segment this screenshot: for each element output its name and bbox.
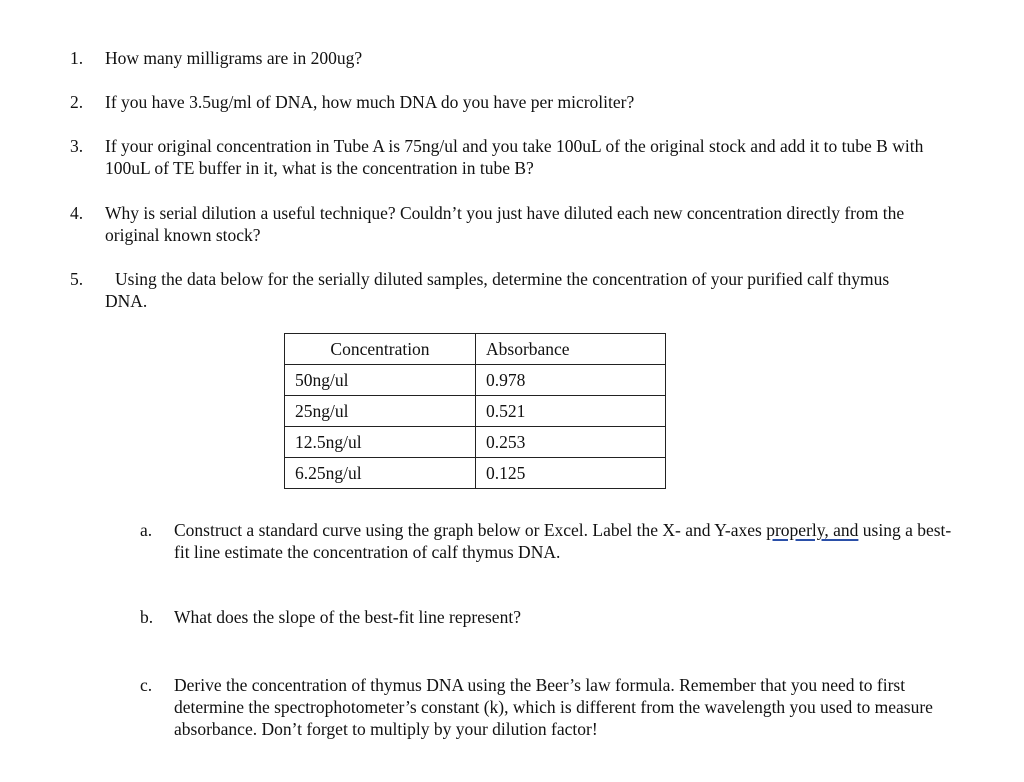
question-number: 5. [70, 269, 84, 289]
absorbance-cell: 0.125 [476, 458, 666, 489]
question-number: 4. [70, 203, 84, 223]
table-header-row [285, 334, 666, 365]
header-concentration: Concentration [285, 334, 476, 365]
data-table [284, 333, 666, 489]
concentration-cell: 25ng/ul [285, 396, 476, 427]
question-number: 2. [70, 92, 84, 112]
subquestion-label: a. [140, 520, 153, 540]
concentration-cell: 50ng/ul [285, 365, 476, 396]
table-row [285, 427, 666, 458]
subquestion-label: c. [140, 675, 153, 695]
subquestion-text-part: using a best-fit line estimate the concentration of calf thymus DNA. [174, 520, 952, 562]
subquestion-text [174, 519, 954, 563]
table-row [285, 458, 666, 489]
question-text: If you have 3.5ug/ml of DNA, how much DNA do you have per microliter? [105, 92, 635, 112]
table-row [285, 396, 666, 427]
question-text: If your original concentration in Tube A is 75ng/ul and you take 100uL of the original stock and add it to tube B with 100uL of TE buffer in it, what is the concentration in tube B? [105, 136, 924, 178]
concentration-cell: 12.5ng/ul [285, 427, 476, 458]
question-number: 3. [70, 136, 84, 156]
question-text: How many milligrams are in 200ug? [105, 48, 363, 68]
table-row [285, 365, 666, 396]
question-number: 1. [70, 48, 84, 68]
subquestion-text: What does the slope of the best-fit line represent? [174, 607, 521, 627]
subquestion-text-part: Construct a standard curve using the graph below or Excel. Label the X- and Y-axes [174, 520, 767, 540]
question-text: Why is serial dilution a useful technique? Couldn’t you just have diluted each new concentration directly from the original known stock? [105, 203, 905, 245]
underlined-text: properly, and [766, 520, 859, 540]
absorbance-cell: 0.521 [476, 396, 666, 427]
header-absorbance: Absorbance [476, 334, 666, 365]
absorbance-cell: 0.253 [476, 427, 666, 458]
question-text: Using the data below for the serially diluted samples, determine the concentration of your purified calf thymus DNA. [105, 269, 890, 311]
absorbance-cell: 0.978 [476, 365, 666, 396]
subquestion-text: Derive the concentration of thymus DNA using the Beer’s law formula. Remember that you need to first determine the spectrophotometer’s constant (k), which is different from the wavelength you used to measure absorbance. Don’t forget to multiply by your dilution factor! [174, 675, 933, 739]
subquestion-label: b. [140, 607, 154, 627]
concentration-cell: 6.25ng/ul [285, 458, 476, 489]
